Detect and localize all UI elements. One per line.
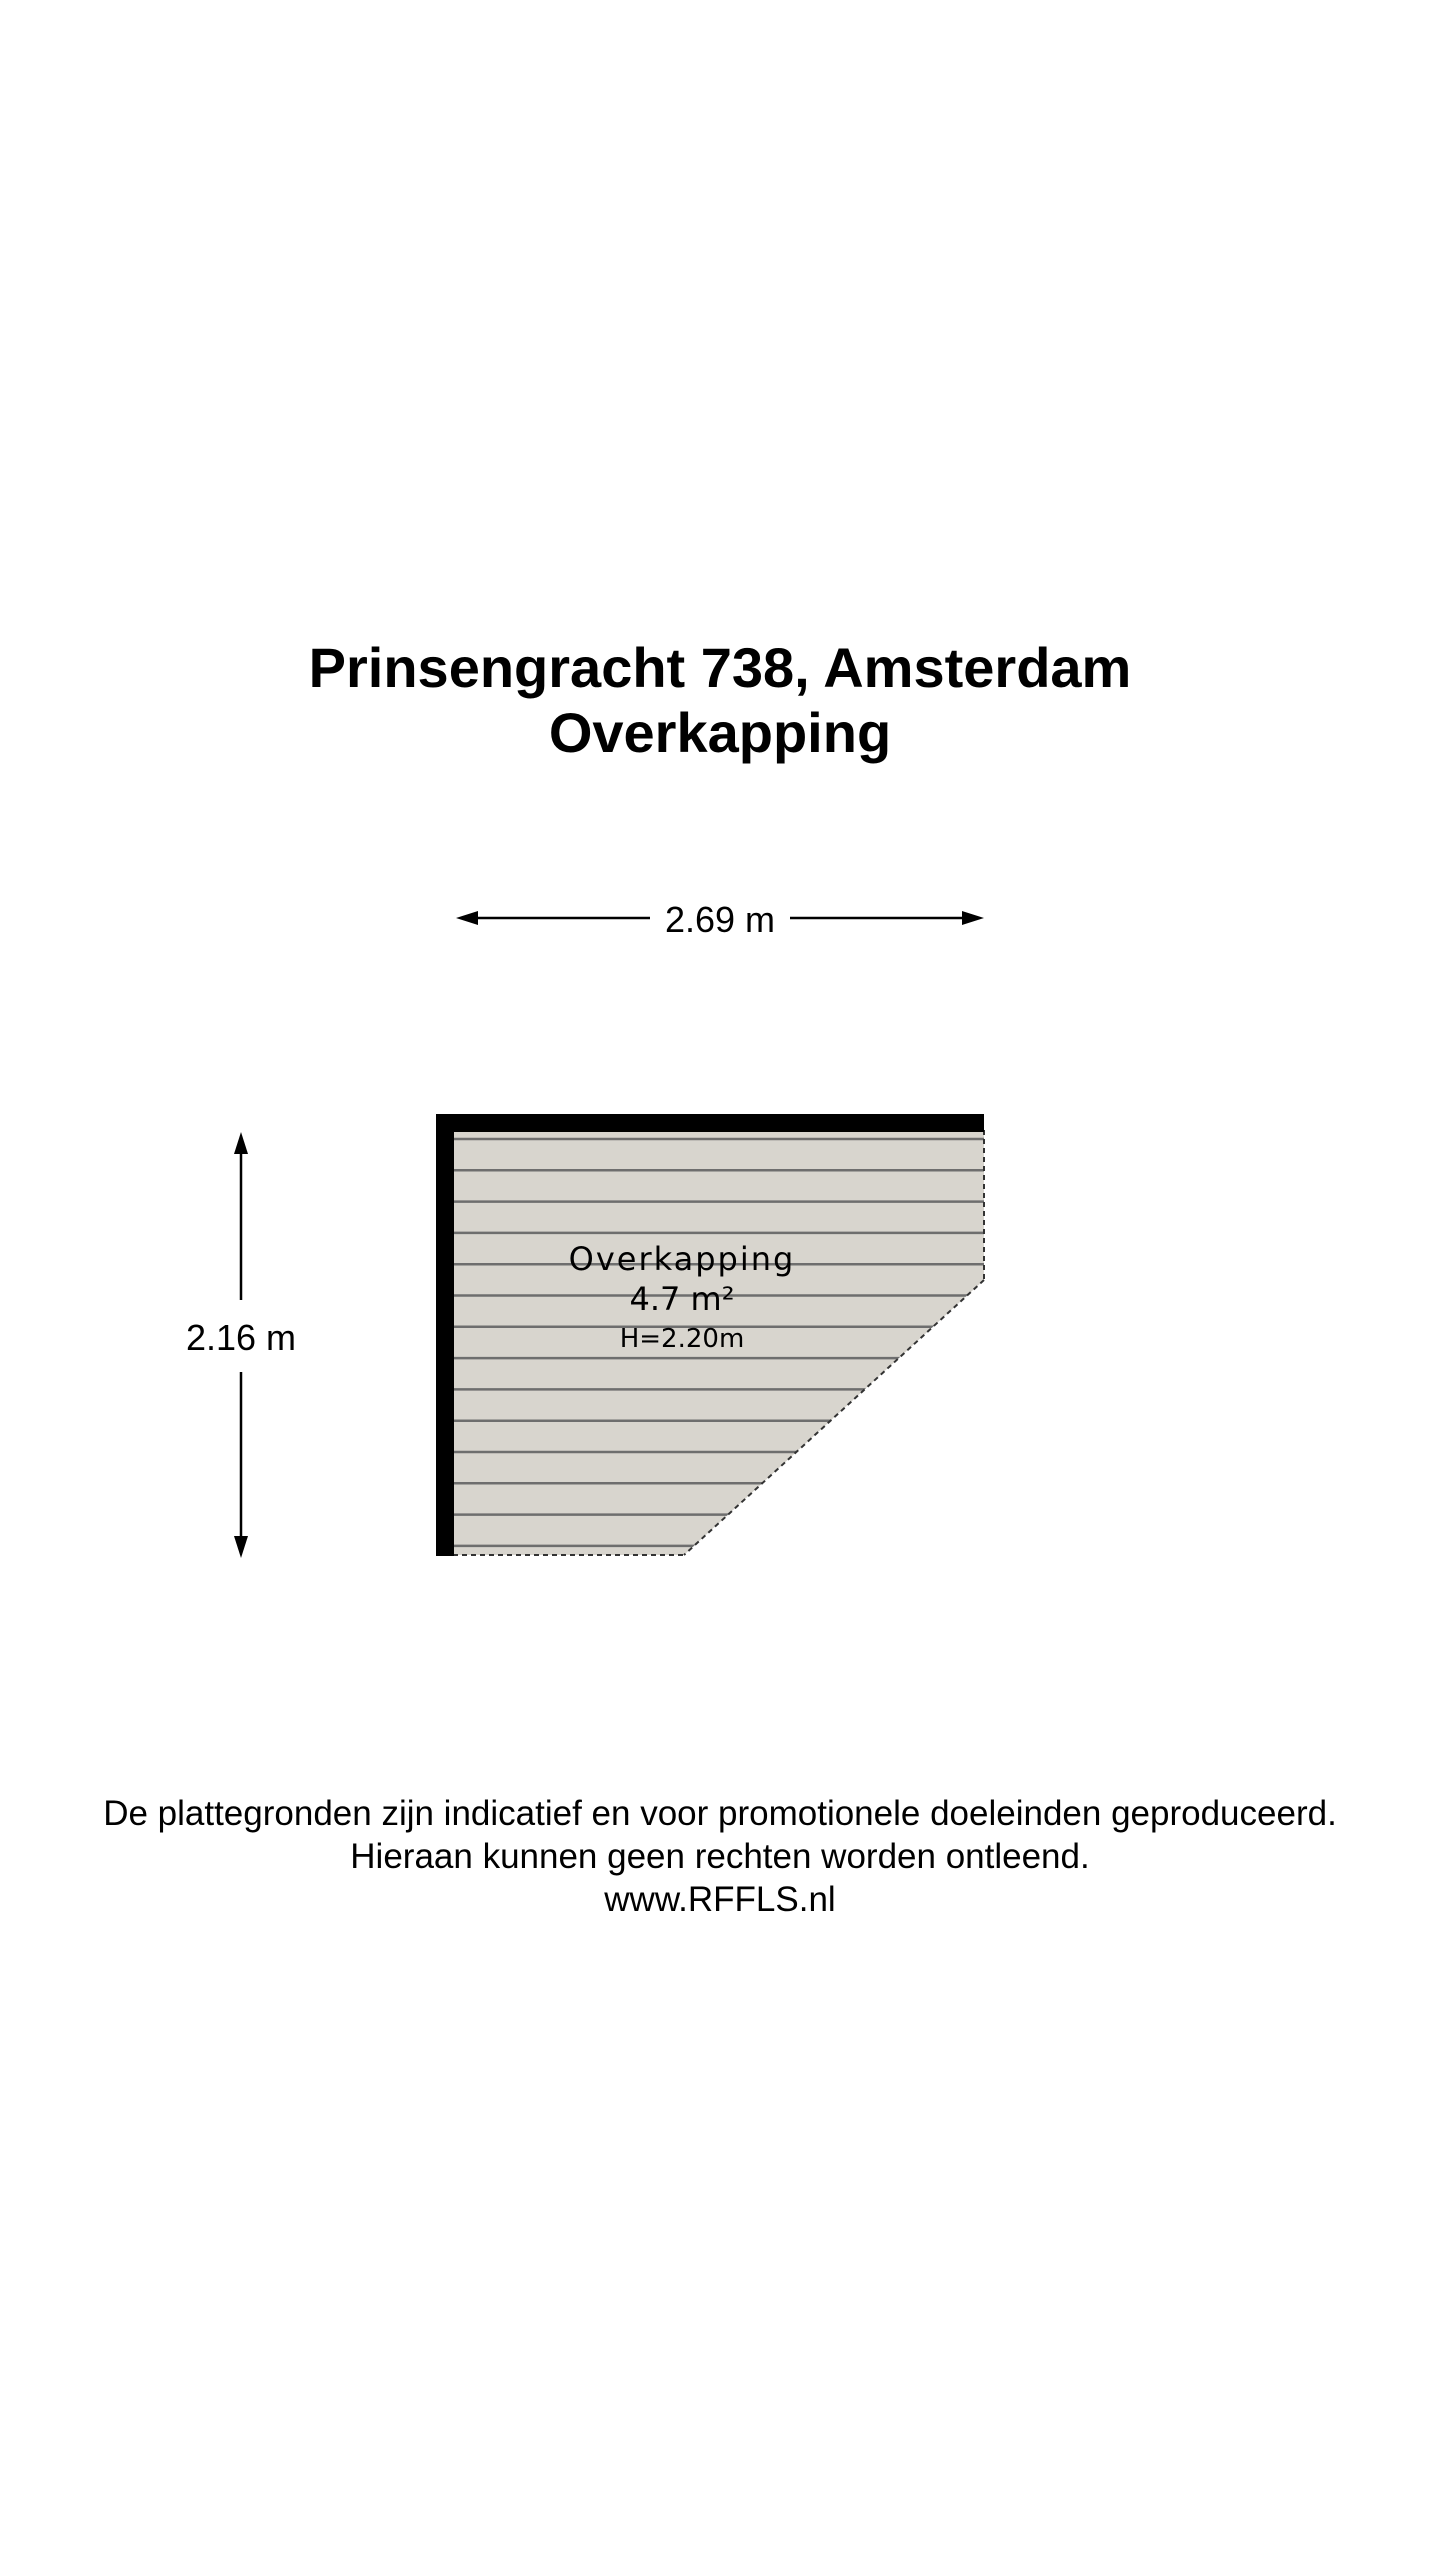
width-dimension-label: 2.69 m xyxy=(664,899,776,940)
arrow-up-icon xyxy=(234,1132,248,1154)
arrow-down-icon xyxy=(234,1536,248,1558)
arrow-right-icon xyxy=(962,911,984,925)
disclaimer-line-1: De plattegronden zijn indicatief en voor promotionele doeleinden geproduceerd. xyxy=(103,1794,1337,1833)
room-area-label: 4.7 m² xyxy=(629,1280,735,1318)
disclaimer-line-2: Hieraan kunnen geen rechten worden ontleend. xyxy=(350,1837,1090,1876)
wall-left xyxy=(436,1114,454,1556)
width-dimension xyxy=(456,899,984,940)
height-dimension-label: 2.16 m xyxy=(185,1317,297,1358)
room-overkapping xyxy=(436,1114,990,1556)
website-link[interactable]: www.RFFLS.nl xyxy=(604,1880,836,1919)
wall-top xyxy=(436,1114,984,1132)
room-name-label: Overkapping xyxy=(568,1240,796,1278)
arrow-left-icon xyxy=(456,911,478,925)
plan-title-floor: Overkapping xyxy=(548,701,892,764)
room-ceiling-height-label: H=2.20m xyxy=(619,1324,745,1354)
plan-title-address: Prinsengracht 738, Amsterdam xyxy=(308,636,1132,699)
height-dimension xyxy=(186,1132,296,1558)
